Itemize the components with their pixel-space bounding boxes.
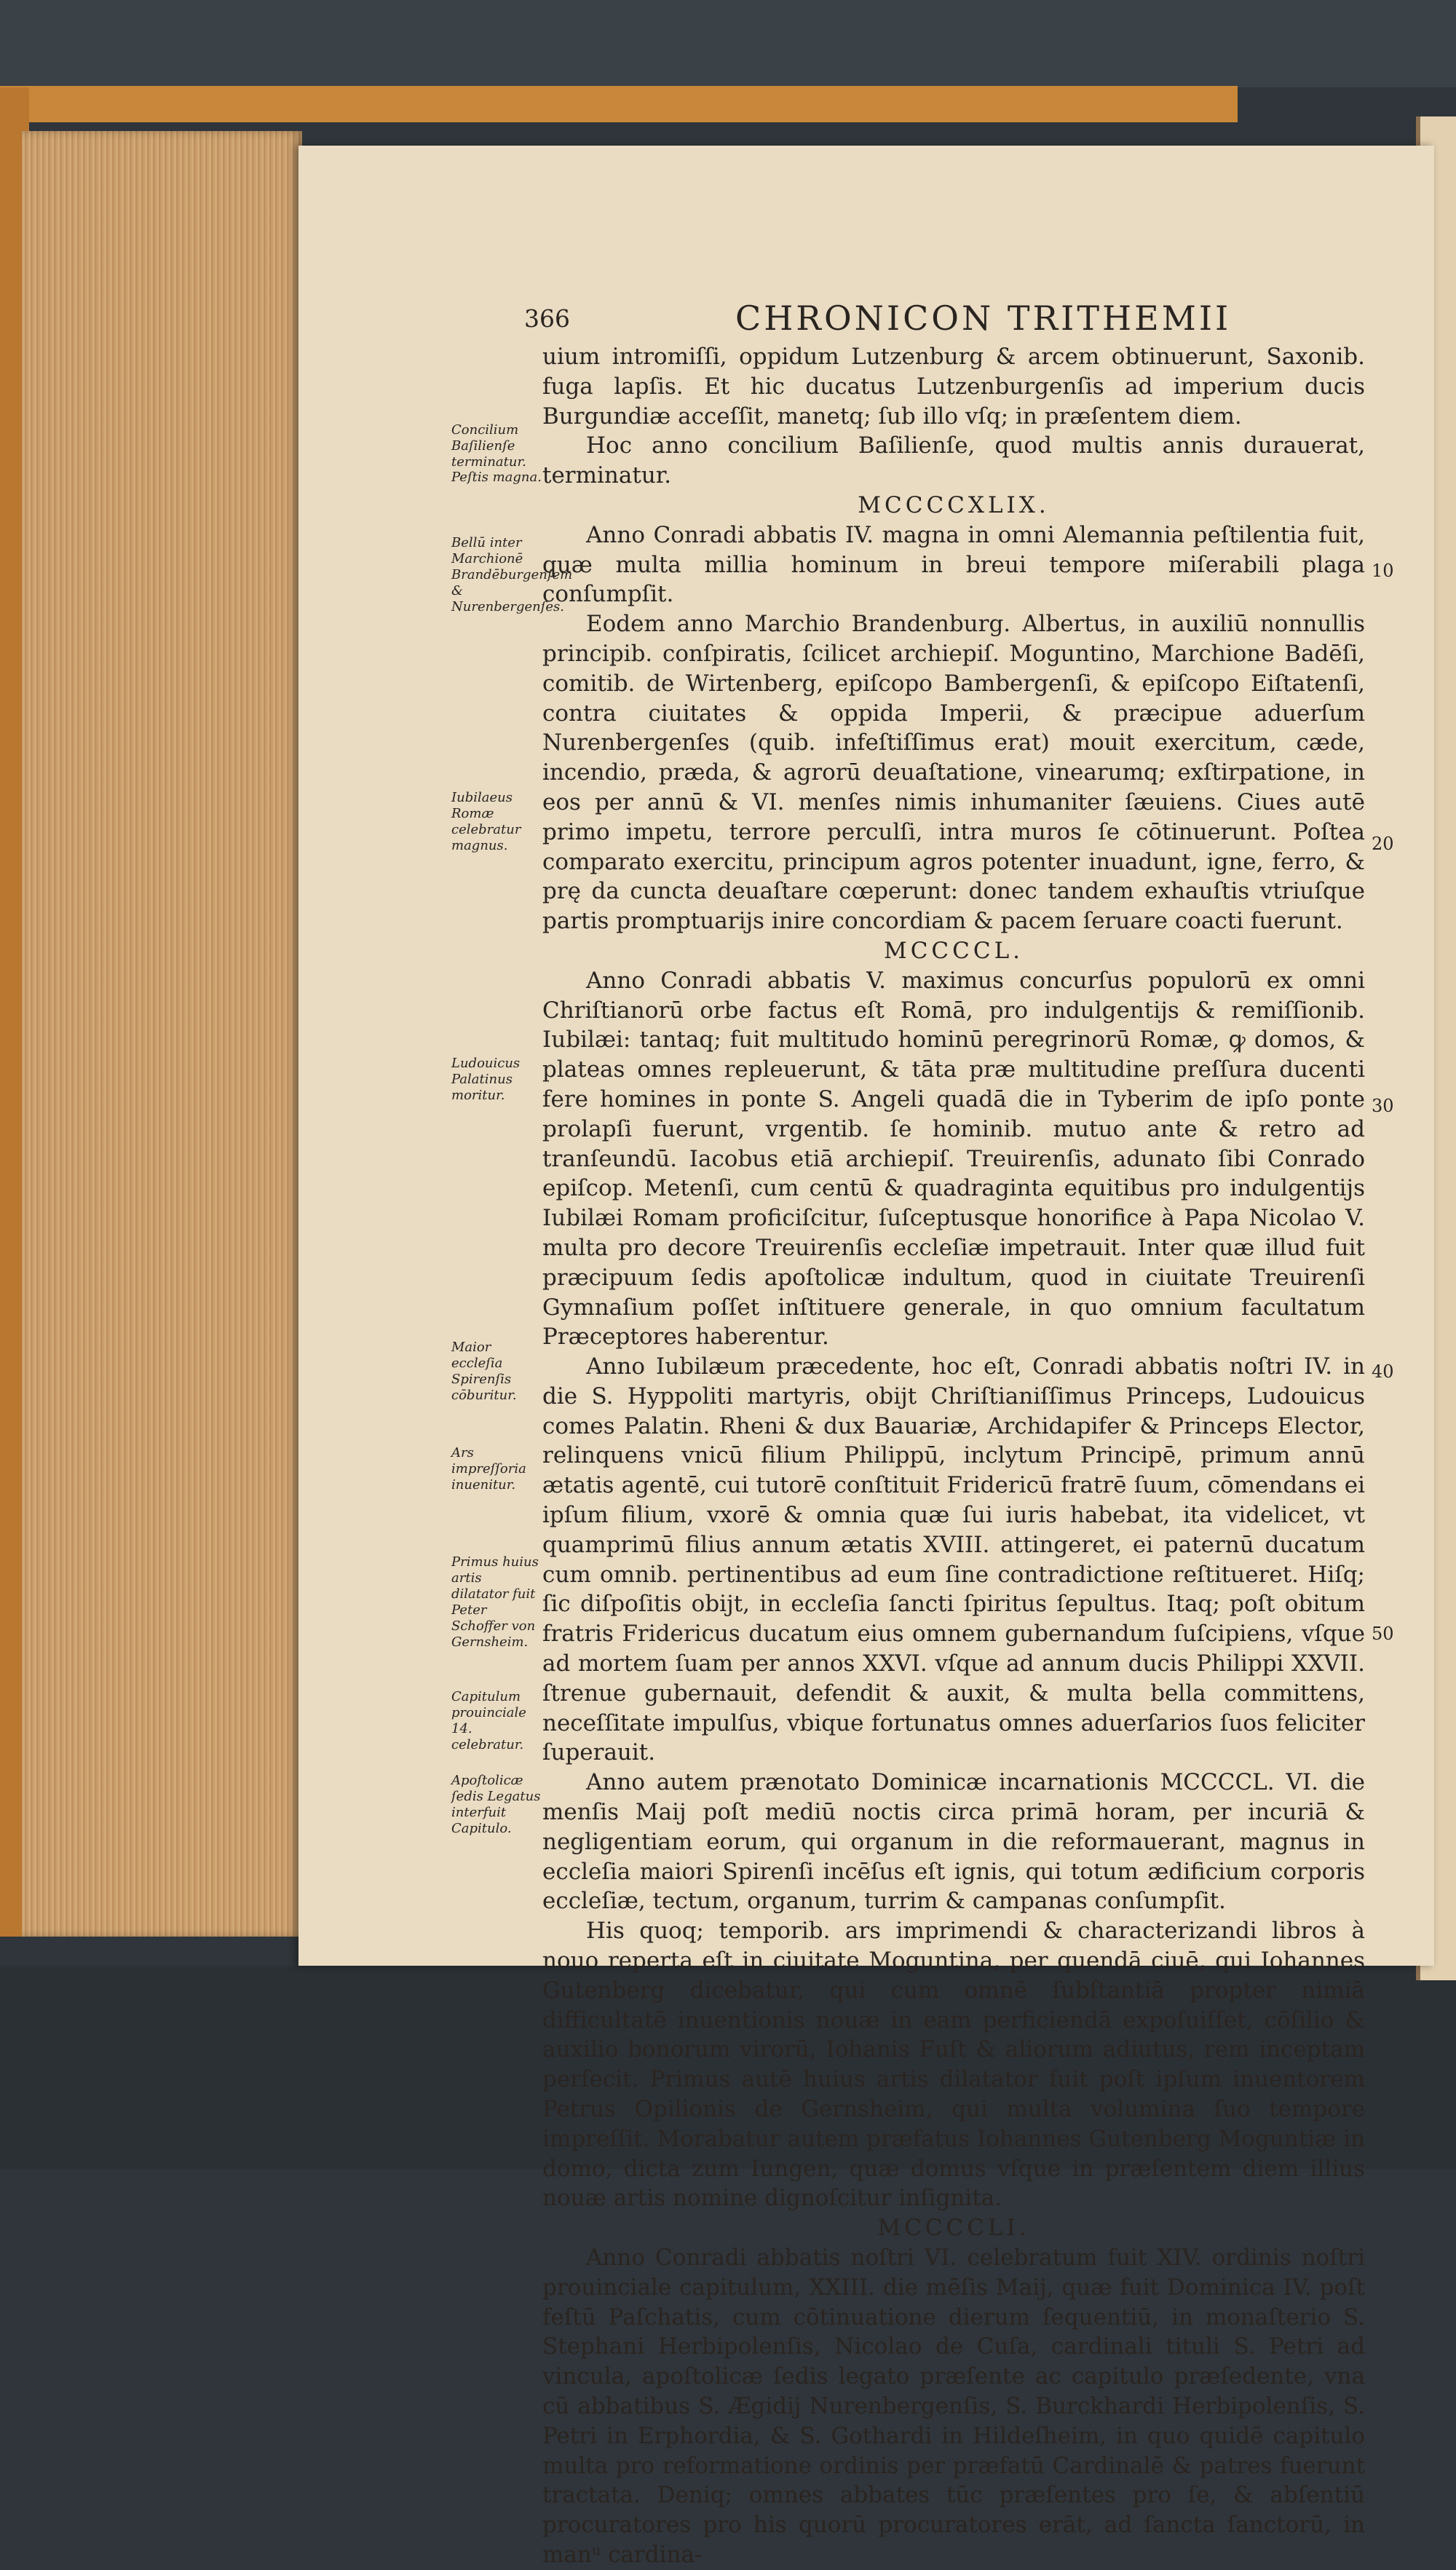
sidenote: Apoſtolicæ ſedis Legatus interfuit Capitulo.: [451, 1773, 541, 1836]
paragraph: uium intromiſſi, oppidum Lutzenburg & arcem obtinuerunt, Saxonib. fuga lapſis. Et hic ducatus Lutzenburgenſis ad imperium ducis Burgundiæ acceſſit, manetq; ſub illo vſq; in præſentem diem.: [542, 344, 1365, 430]
book-cover-top: [0, 86, 1238, 122]
paragraph: Hoc anno concilium Baſilienſe, quod multis annis durauerat, terminatur.: [542, 432, 1365, 489]
year-heading: MCCCCXLIX.: [858, 491, 1050, 518]
year-heading: MCCCCL.: [883, 937, 1024, 964]
paragraph: Eodem anno Marchio Brandenburg. Albertus, in auxiliū nonnullis principib. conſpiratis, ſcilicet archiepiſ. Moguntino, Marchione Badēſi, comitib. de Wirtenberg, epiſcopo Bambergenſi, & epiſcopo Eiſtatenſi, contra ciuitates & oppida Imperii, & præcipue aduerſum Nurenbergenſes (quib. infeſtiſſimus erat) mouit exercitum, cæde, incendio, præda, & agrorū deuaſtatione, vinearumq; exſtirpatione, in eos per annū & VI. menſes nimis inhumaniter ſæuiens. Ciues autē primo impetu, terrore perculſi, intra muros ſe cōtinuerunt. Poſtea comparato exercitu, principum agros potenter inuadunt, igne, ferro, & prę da cuncta deuaſtare cœperunt: donec tandem exhauſtis vtriuſque partis promptuarijs inire concordiam & pacem ſeruare coacti fuerunt.: [542, 611, 1365, 935]
paragraph: His quoq; temporib. ars imprimendi & characterizandi libros à nouo reperta eſt in ciuitate Moguntina, per quendā ciuē, qui Iohannes Gutenberg dicebatur, qui cum omnē ſubſtantiā propter nimiā difficultatē inuentionis nouæ in eam perficiendā expoſuiſſet, cōſilio & auxilio bonorum virorū, Iohanis Fuſt & aliorum adiutus, rem inceptam perfecit. Primus autē huius artis dilatator fuit poſt ipſum inuentorem Petrus Opilionis de Gernsheim, qui multa volumina ſuo tempore impreſſit. Morabatur autem præfatus Iohannes Gutenberg Moguntiæ in domo, dicta zum Iungen, quæ domus vſque in præſentem diem illius nouæ artis nomine dignoſcitur inſignita.: [542, 1918, 1365, 2212]
background-top: [0, 0, 1456, 87]
sidenote: Maior eccleſia Spirenſis cōburitur.: [451, 1340, 517, 1403]
paragraph: Anno Conradi abbatis IV. magna in omni Alemannia peſtilentia fuit, quæ multa millia hominum in breui tempore miſerabili plaga conſumpſit.: [542, 521, 1365, 608]
line-number: 30: [1372, 1096, 1394, 1116]
sidenote: Peſtis magna.: [451, 470, 542, 485]
sidenote: Primus huius artis dilatator fuit Peter Schoffer von Gernsheim.: [451, 1554, 539, 1650]
page-number: 366: [524, 304, 570, 333]
sidenote: Bellū inter Marchionē Brandēburgenſem & Nurenbergenſes.: [451, 535, 573, 614]
line-number: 40: [1372, 1361, 1394, 1382]
paragraph: Anno Iubilæum præcedente, hoc eſt, Conradi abbatis noſtri IV. in die S. Hyppoliti martyris, obijt Chriſtianiſſimus Princeps, Ludouicus comes Palatin. Rheni & dux Bauariæ, Archidapifer & Princeps Elector, relinquens vnicū filium Philippū, inclytum Principē, primum annū ætatis agentē, cui tutorē conſtituit Fridericū fratrē ſuum, cōmendans ei ipſum filium, vxorē & omnia quæ ſui iuris habebat, ita videlicet, vt quamprimū filius annum ætatis XVIII. attingeret, ei paternū ducatum cum omnib. pertinentibus ad eum ſine contradictione reſtitueret. Hiſq; ſic diſpoſitis obijt, in eccleſia ſancti ſpiritus ſepultus. Itaq; poſt obitum fratris Fridericus ducatum eius omnem gubernandum ſuſcipiens, vſque ad mortem ſuam per annos XXVI. vſque ad annum ducis Philippi XXVII. ſtrenue gubernauit, defendit & auxit, & multa bella committens, neceſſitate impulſus, vbique fortunatus omnes aduerſarios ſuos feliciter ſuperauit.: [542, 1353, 1365, 1766]
page-stack-edge: [22, 131, 302, 1937]
year-heading: MCCCCLI.: [877, 2215, 1030, 2242]
paragraph: Anno autem prænotato Dominicæ incarnationis MCCCCL. VI. die menſis Maij poſt mediū noctis circa primā horam, per incuriā & negligentiam eorum, qui organum in die reformauerant, magnus in eccleſia maiori Spirenſi incēſus eſt ignis, qui totum ædificium corporis eccleſiæ, tectum, organum, turrim & campanas conſumpſit.: [542, 1769, 1365, 1915]
sidenote: Concilium Baſilienſe terminatur.: [451, 422, 526, 470]
sidenote: Ludouicus Palatinus moritur.: [451, 1056, 521, 1103]
sidenote: Ars impreſſoria inuenitur.: [451, 1445, 526, 1492]
running-title: CHRONICON TRITHEMII: [735, 298, 1232, 338]
paragraph: Anno Conradi abbatis V. maximus concurſus populorū ex omni Chriſtianorū orbe factus eſt Romā, pro indulgentijs & remiſſionib. Iubilæi: tantaq; fuit multitudo hominū peregrinorū Romæ, ꝙ domos, & plateas omnes repleuerunt, & tāta præ multitudine preſſura ducenti fere homines in ponte S. Angeli quadā die in Tyberim de ipſo ponte prolapſi fuerunt, vrgentib. ſe hominib. mutuo ante & retro ad tranſeundū. Iacobus etiā archiepiſ. Treuirenſis, adunato ſibi Conrado epiſcop. Metenſi, cum centū & quadraginta equitibus pro indulgentijs Iubilæi Romam proficiſcitur, ſuſceptusque honorifice à Papa Nicolao V. multa pro decore Treuirenſis eccleſiæ impetrauit. Inter quæ illud fuit præcipuum ſedis apoſtolicæ indultum, quod in ciuitate Treuirenſi Gymnaſium poſſet inſtituere generale, in quo omnium facultatum Præceptores haberentur.: [542, 967, 1365, 1351]
sidenote: Capitulum prouinciale 14. celebratur.: [451, 1689, 526, 1752]
line-number: 10: [1372, 561, 1394, 581]
main-text: [542, 342, 1365, 2570]
line-number: 20: [1372, 834, 1394, 854]
paragraph: Anno Conradi abbatis noſtri VI. celebratum fuit XIV. ordinis noſtri prouinciale capitulum, XXIII. die mēſis Maij, quæ fuit Dominica IV. poſt feſtū Paſchatis, cum cōtinuatione dierum ſequentiū, in monaſterio S. Stephani Herbipolenſis, Nicolao de Cuſa, cardinali tituli S. Petri ad vincula, apoſtolicæ ſedis legato præſente ac capitulo præſedente, vna cū abbatibus S. Ægidij Nurenbergenſis, S. Burckhardi Herbipolenſis, S. Petri in Erphordia, & S. Gothardi in Hildeſheim, in quo quidē capitulo multa pro reformatione ordinis per præfatū Cardinalē & patres fuerunt tractata. Deniq; omnes abbates tūc præſentes pro ſe, & abſentiū procuratores pro his quorū procuratores erāt, ad ſancta ſanctorū, in manᵘ cardina-: [542, 2245, 1365, 2568]
line-number: 50: [1372, 1624, 1394, 1644]
sidenote: Iubilaeus Romæ celebratur magnus.: [451, 790, 521, 853]
